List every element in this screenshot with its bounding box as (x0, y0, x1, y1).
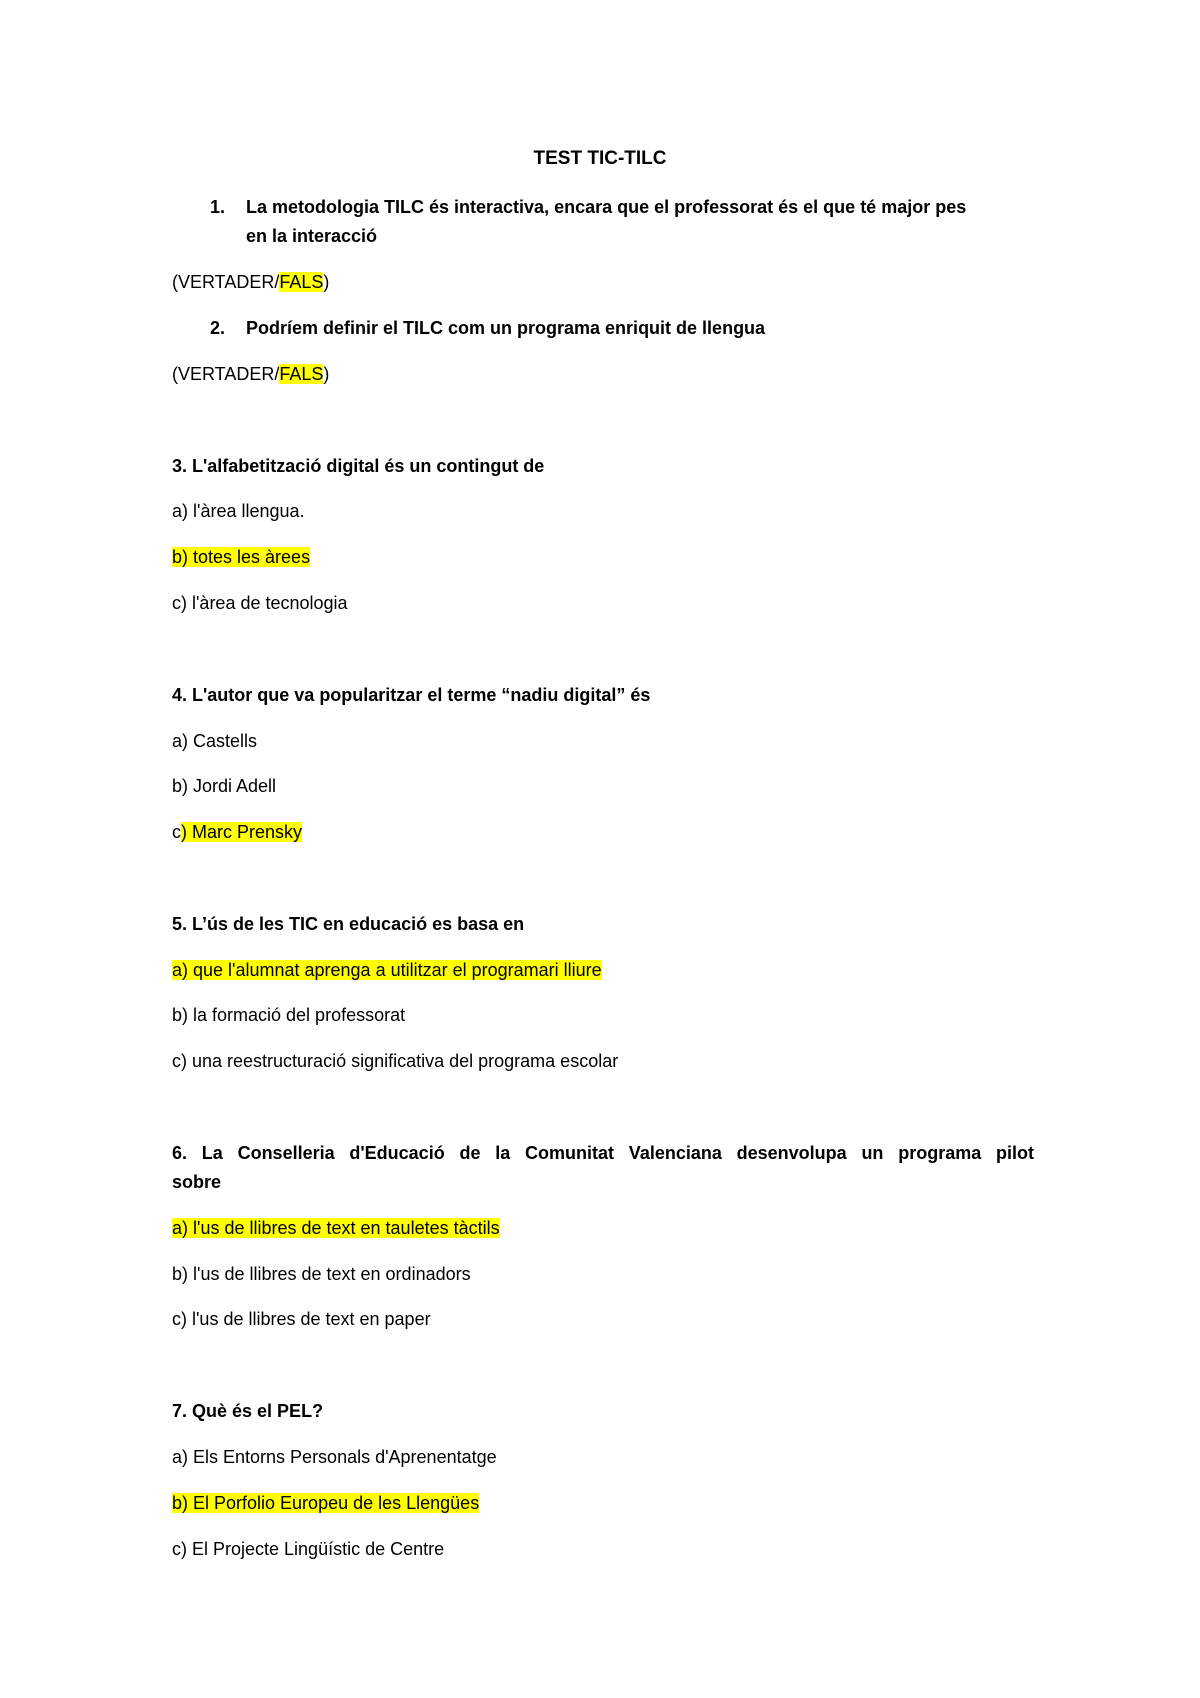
q1-number: 1. (210, 197, 226, 217)
q7-question: 7. Què és el PEL? (172, 1401, 324, 1421)
q6-option-b: b) l'us de llibres de text en ordinadors (172, 1264, 471, 1284)
q1-answer-close: ) (323, 272, 330, 292)
q2-text: Podríem definir el TILC com un programa enriquit de llengua (246, 318, 766, 338)
q5-option-b: b) la formació del professorat (172, 1005, 406, 1025)
q2-answer (172, 360, 329, 388)
q5-option-a (172, 956, 602, 984)
q7-option-a: a) Els Entorns Personals d'Aprenentatge (172, 1447, 497, 1467)
page-title: TEST TIC-TILC (533, 148, 667, 169)
q4-option-c-prefix: c (172, 822, 181, 842)
q4-option-b: b) Jordi Adell (172, 776, 277, 796)
q3-question: 3. L'alfabetització digital és un contingut de (172, 456, 545, 476)
q4-question: 4. L'autor que va popularitzar el terme “nadiu digital” és (172, 685, 651, 705)
q5-option-c: c) una reestructuració significativa del programa escolar (172, 1051, 619, 1071)
q4-option-a: a) Castells (172, 731, 258, 751)
q6-option-c: c) l'us de llibres de text en paper (172, 1309, 431, 1329)
q2-answer-close: ) (323, 364, 330, 384)
q2-answer-open: (VERTADER/ (172, 364, 280, 384)
q2-answer-highlight: FALS (279, 364, 324, 384)
q6-question-line2: sobre (172, 1172, 222, 1192)
q7-option-c: c) El Projecte Lingüístic de Centre (172, 1539, 445, 1559)
q6-option-a (172, 1214, 500, 1242)
q1-answer-highlight: FALS (279, 272, 324, 292)
q4-option-c-highlight: ) Marc Prensky (181, 822, 303, 842)
q3-option-c: c) l'àrea de tecnologia (172, 593, 348, 613)
q5-question: 5. L’ús de les TIC en educació es basa en (172, 914, 525, 934)
q7-option-b-highlight: b) El Porfolio Europeu de les Llengües (172, 1493, 480, 1513)
q3-option-a: a) l'àrea llengua. (172, 501, 305, 521)
q5-option-a-highlight: a) que l'alumnat aprenga a utilitzar el programari lliure (172, 960, 602, 980)
q3-option-b (172, 543, 310, 571)
q7-option-b (172, 1489, 479, 1517)
q4-option-c (172, 818, 302, 846)
q6-option-a-highlight: a) l'us de llibres de text en tauletes tàctils (172, 1218, 500, 1238)
q2-number: 2. (210, 318, 226, 338)
q1-answer-open: (VERTADER/ (172, 272, 280, 292)
q3-option-b-highlight: b) totes les àrees (172, 547, 311, 567)
q6-question-line1: 6. La Conselleria d'Educació de la Comunitat Valenciana desenvolupa un programa pilot (172, 1143, 1034, 1163)
q1-text-line1: La metodologia TILC és interactiva, encara que el professorat és el que té major pes (246, 197, 967, 217)
q1-text-line2: en la interacció (246, 226, 378, 246)
q1-answer (172, 268, 329, 296)
